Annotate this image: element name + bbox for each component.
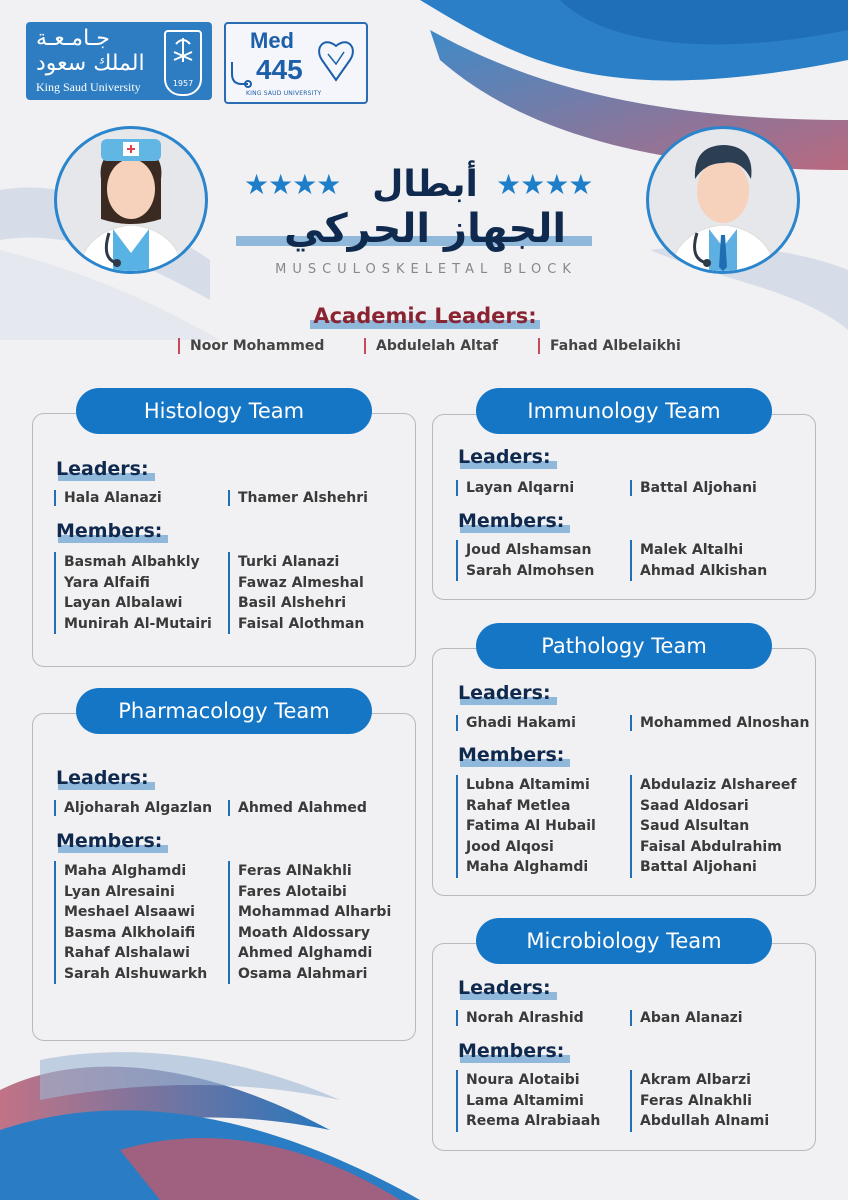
- microbiology-leader-2: Aban Alanazi: [630, 1010, 743, 1026]
- academic-leaders-heading: Academic Leaders:: [300, 304, 550, 328]
- pathology-title: Pathology Team: [476, 623, 772, 669]
- list-item: Lyan Alresaini: [64, 883, 175, 900]
- list-item: Turki Alanazi: [238, 554, 340, 570]
- list-item: Saad Aldosari: [640, 797, 749, 814]
- pharmacology-leader-2: Ahmed Alahmed: [228, 800, 367, 816]
- male-doctor-avatar: [646, 126, 800, 274]
- list-item: Saud Alsultan: [640, 818, 750, 834]
- list-item: Sarah Alshuwarkh: [64, 965, 208, 982]
- pathology-leaders-heading: Leaders:: [458, 682, 551, 704]
- list-item: Layan Albalawi: [64, 595, 183, 611]
- list-item: Sarah Almohsen: [466, 562, 595, 579]
- histology-leader-1: Hala Alanazi: [54, 490, 162, 506]
- list-item: Faisal Alothman: [238, 615, 365, 632]
- title-english: MUSCULOSKELETAL BLOCK: [275, 262, 577, 277]
- list-item: Feras AlNakhli: [238, 863, 352, 879]
- immunology-members-right: [630, 540, 767, 581]
- immunology-members-heading: Members:: [458, 510, 564, 532]
- list-item: Fawaz Almeshal: [238, 574, 364, 591]
- pharmacology-members-left: [54, 861, 207, 984]
- stethoscope-icon: [228, 60, 252, 90]
- microbiology-leader-1: Norah Alrashid: [456, 1010, 584, 1026]
- ksu-seal-icon: [164, 30, 202, 96]
- pharmacology-leader-1: Aljoharah Algazlan: [54, 800, 212, 816]
- list-item: Ahmed Alghamdi: [238, 945, 373, 961]
- ksu-logo: [26, 22, 212, 100]
- title-arabic-line2: الجهاز الحركي: [283, 206, 567, 252]
- list-item: Osama Alahmari: [238, 965, 368, 982]
- histology-leaders-heading: Leaders:: [56, 458, 149, 480]
- list-item: Rahaf Metlea: [466, 797, 571, 814]
- histology-title: Histology Team: [76, 388, 372, 434]
- med-name: Med: [250, 28, 294, 53]
- list-item: Ahmad Alkishan: [640, 562, 768, 579]
- list-item: Feras Alnakhli: [640, 1092, 752, 1109]
- pharmacology-members-heading: Members:: [56, 830, 162, 852]
- list-item: Jood Alqosi: [466, 838, 554, 855]
- list-item: Basma Alkholaifi: [64, 924, 196, 941]
- ksu-year: 1957: [172, 79, 194, 88]
- pathology-leader-2: Mohammed Alnoshan: [630, 715, 809, 731]
- microbiology-leaders-heading: Leaders:: [458, 977, 551, 999]
- med-subtitle: KING SAUD UNIVERSITY: [246, 90, 322, 97]
- list-item: Basil Alshehri: [238, 595, 347, 611]
- histology-members-heading: Members:: [56, 520, 162, 542]
- microbiology-members-heading: Members:: [458, 1040, 564, 1062]
- academic-leader-1: Noor Mohammed: [178, 338, 324, 354]
- list-item: Faisal Abdulrahim: [640, 838, 782, 855]
- list-item: Yara Alfaifi: [64, 574, 150, 591]
- list-item: Reema Alrabiaah: [466, 1113, 601, 1129]
- pathology-leader-1: Ghadi Hakami: [456, 715, 576, 731]
- pharmacology-title: Pharmacology Team: [76, 688, 372, 734]
- list-item: Munirah Al-Mutairi: [64, 615, 212, 632]
- list-item: Akram Albarzi: [640, 1072, 751, 1088]
- list-item: Maha Alghamdi: [64, 863, 187, 879]
- immunology-leader-1: Layan Alqarni: [456, 480, 574, 496]
- microbiology-members-left: [456, 1070, 600, 1132]
- list-item: Fatima Al Hubail: [466, 818, 596, 834]
- ksu-arabic-line1: جـامـعـة: [36, 26, 110, 51]
- stars-right-icon: ★★★★: [496, 168, 593, 201]
- list-item: Lubna Altamimi: [466, 777, 590, 793]
- pharmacology-leaders-heading: Leaders:: [56, 767, 149, 789]
- immunology-title: Immunology Team: [476, 388, 772, 434]
- list-item: Joud Alshamsan: [466, 542, 592, 558]
- ksu-english-name: King Saud University: [36, 80, 141, 94]
- academic-leader-2: Abdulelah Altaf: [364, 338, 498, 354]
- heart-stethoscope-icon: [314, 34, 358, 94]
- immunology-leaders-heading: Leaders:: [458, 446, 551, 468]
- immunology-leader-2: Battal Aljohani: [630, 480, 757, 496]
- list-item: Noura Alotaibi: [466, 1072, 580, 1088]
- histology-leader-2: Thamer Alshehri: [228, 490, 368, 506]
- microbiology-title: Microbiology Team: [476, 918, 772, 964]
- list-item: Rahaf Alshalawi: [64, 945, 190, 961]
- list-item: Abdulaziz Alshareef: [640, 777, 797, 793]
- list-item: Basmah Albahkly: [64, 554, 200, 570]
- immunology-members-left: [456, 540, 594, 581]
- title-arabic-line1: أبطال: [372, 164, 478, 205]
- list-item: Malek Altalhi: [640, 542, 744, 558]
- histology-members-right: [228, 552, 364, 634]
- pathology-members-heading: Members:: [458, 744, 564, 766]
- list-item: Meshael Alsaawi: [64, 904, 195, 920]
- list-item: Mohammad Alharbi: [238, 904, 392, 920]
- pathology-members-left: [456, 775, 596, 878]
- med-445-logo: [224, 22, 368, 104]
- stars-left-icon: ★★★★: [244, 168, 341, 201]
- female-doctor-avatar: [54, 126, 208, 274]
- pharmacology-members-right: [228, 861, 391, 984]
- list-item: Maha Alghamdi: [466, 859, 589, 875]
- med-number: 445: [256, 54, 303, 85]
- histology-members-left: [54, 552, 212, 634]
- academic-leader-3: Fahad Albelaikhi: [538, 338, 681, 354]
- list-item: Battal Aljohani: [640, 859, 757, 875]
- ksu-arabic-line2: الملك سعود: [36, 51, 145, 76]
- pathology-members-right: [630, 775, 796, 878]
- list-item: Moath Aldossary: [238, 924, 370, 941]
- list-item: Lama Altamimi: [466, 1092, 584, 1109]
- microbiology-members-right: [630, 1070, 769, 1132]
- list-item: Abdullah Alnami: [640, 1113, 770, 1129]
- list-item: Fares Alotaibi: [238, 883, 347, 900]
